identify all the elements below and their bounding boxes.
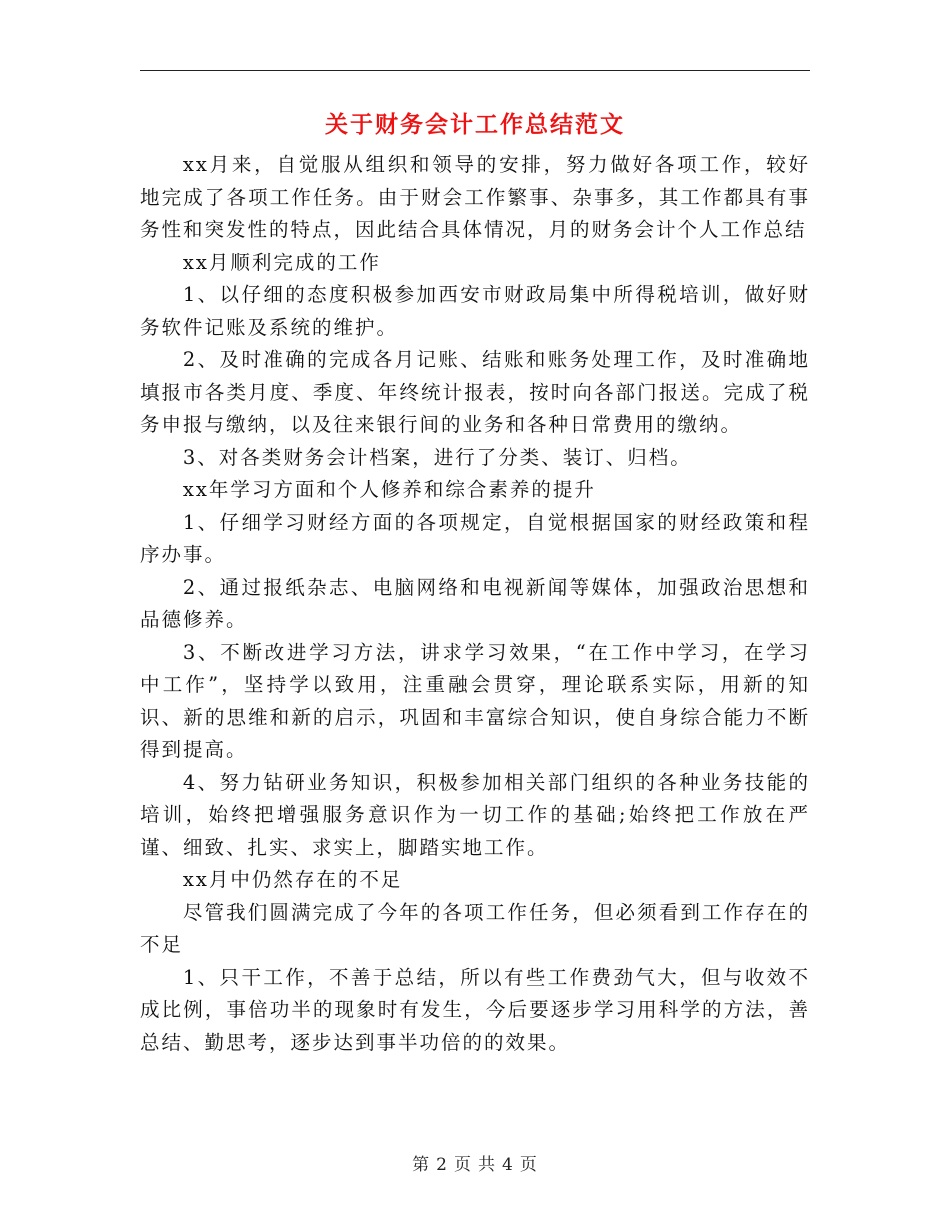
document-title: 关于财务会计工作总结范文 bbox=[325, 112, 625, 138]
paragraph-learning-3: 3、不断改进学习方法，讲求学习效果，“在工作中学习，在学习中工作”，坚持学以致用，注重融会贯穿，理论联系实际，用新的知识、新的思维和新的启示，巩固和丰富综合知识，使自身综合能力不断得到提高。 bbox=[140, 640, 810, 761]
paragraph-learning-2: 2、通过报纸杂志、电脑网络和电视新闻等媒体，加强政治思想和品德修养。 bbox=[140, 575, 810, 631]
paragraph-learning-4: 4、努力钻研业务知识，积极参加相关部门组织的各种业务技能的培训，始终把增强服务意识作为一切工作的基础;始终把工作放在严谨、细致、扎实、求实上，脚踏实地工作。 bbox=[140, 770, 810, 859]
footer-total-word: 共 bbox=[478, 1155, 496, 1175]
section-heading-shortcomings: xx月中仍然存在的不足 bbox=[182, 868, 403, 891]
paragraph-learning-1: 1、仔细学习财经方面的各项规定，自觉根据国家的财经政策和程序办事。 bbox=[140, 510, 810, 566]
section-heading-learning: xx年学习方面和个人修养和综合素养的提升 bbox=[182, 478, 596, 501]
footer-current-page: 2 bbox=[436, 1155, 448, 1175]
footer-suffix: 页 bbox=[519, 1155, 538, 1175]
paragraph-shortcomings-1: 1、只干工作，不善于总结，所以有些工作费劲气大，但与收效不成比例，事倍功半的现象时有发生，今后要逐步学习用科学的方法，善总结、勤思考，逐步达到事半功倍的的效果。 bbox=[140, 965, 810, 1054]
section-heading-completed-work: xx月顺利完成的工作 bbox=[182, 250, 381, 274]
page-footer bbox=[0, 1150, 950, 1175]
footer-page-word: 页 bbox=[454, 1155, 472, 1175]
paragraph-intro: xx月来，自觉服从组织和领导的安排，努力做好各项工作，较好地完成了各项工作任务。由于财会工作繁事、杂事多，其工作都具有事务性和突发性的特点，因此结合具体情况，月的财务会计个人工作总结 bbox=[140, 153, 810, 241]
paragraph-completed-3: 3、对各类财务会计档案，进行了分类、装订、归档。 bbox=[182, 445, 692, 469]
header-rule bbox=[140, 70, 810, 71]
paragraph-shortcomings-intro: 尽管我们圆满完成了今年的各项工作任务，但必须看到工作存在的不足 bbox=[140, 900, 810, 956]
footer-total-pages: 4 bbox=[502, 1155, 514, 1175]
paragraph-completed-1: 1、以仔细的态度积极参加西安市财政局集中所得税培训，做好财务软件记账及系统的维护。 bbox=[140, 283, 810, 339]
footer-prefix: 第 bbox=[412, 1155, 431, 1175]
document-body bbox=[140, 149, 810, 1059]
paragraph-completed-2: 2、及时准确的完成各月记账、结账和账务处理工作，及时准确地填报市各类月度、季度、年终统计报表，按时向各部门报送。完成了税务申报与缴纳，以及往来银行间的业务和各种日常费用的缴纳。 bbox=[140, 348, 810, 436]
